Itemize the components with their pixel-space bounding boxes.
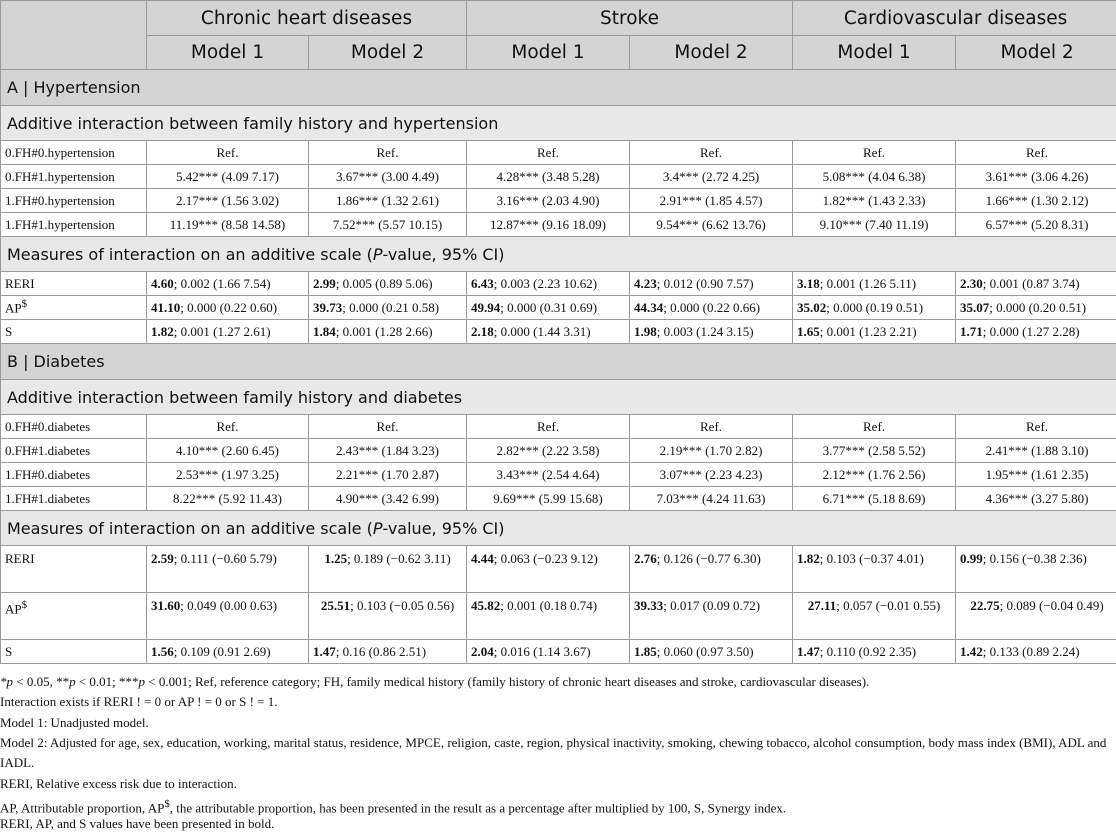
table-row (1, 189, 1116, 213)
row-label: 0.FH#0.hypertension (1, 141, 147, 165)
measure-cell: 22.75; 0.089 (−0.04 0.49) (956, 593, 1116, 640)
header-corner (1, 1, 147, 70)
header-group: Cardiovascular diseases (793, 1, 1116, 36)
measure-cell: 2.04; 0.016 (1.14 3.67) (467, 640, 630, 664)
measure-cell: 49.94; 0.000 (0.31 0.69) (467, 296, 630, 320)
row-label: AP$ (1, 296, 147, 320)
data-cell: 4.36*** (3.27 5.80) (956, 487, 1116, 511)
table-row (1, 213, 1116, 237)
footnote-ap: AP, Attributable proportion, AP$, the attributable proportion, has been presented in the result as a percentage after multiplied by 100, S, Synergy index. (0, 794, 1116, 814)
data-cell: 2.17*** (1.56 3.02) (147, 189, 309, 213)
footnote-model1: Model 1: Unadjusted model. (0, 713, 1116, 733)
measure-cell: 1.82; 0.001 (1.27 2.61) (147, 320, 309, 344)
table-body (1, 70, 1116, 664)
measure-cell: 1.98; 0.003 (1.24 3.15) (630, 320, 793, 344)
subsection-header (1, 380, 1116, 415)
measure-cell: 1.25; 0.189 (−0.62 3.11) (309, 546, 467, 593)
data-cell: Ref. (467, 141, 630, 165)
data-cell: 4.10*** (2.60 6.45) (147, 439, 309, 463)
measure-cell: 39.33; 0.017 (0.09 0.72) (630, 593, 793, 640)
measure-cell: 1.82; 0.103 (−0.37 4.01) (793, 546, 956, 593)
data-cell: 5.42*** (4.09 7.17) (147, 165, 309, 189)
data-cell: 11.19*** (8.58 14.58) (147, 213, 309, 237)
row-label: 0.FH#1.hypertension (1, 165, 147, 189)
measure-cell: 6.43; 0.003 (2.23 10.62) (467, 272, 630, 296)
data-cell: 4.28*** (3.48 5.28) (467, 165, 630, 189)
data-cell: 9.54*** (6.62 13.76) (630, 213, 793, 237)
data-cell: 7.03*** (4.24 11.63) (630, 487, 793, 511)
table-row (1, 463, 1116, 487)
row-label: 0.FH#1.diabetes (1, 439, 147, 463)
row-label: S (1, 640, 147, 664)
data-cell: 2.43*** (1.84 3.23) (309, 439, 467, 463)
data-cell: 1.82*** (1.43 2.33) (793, 189, 956, 213)
data-cell: Ref. (793, 415, 956, 439)
measure-cell: 1.47; 0.110 (0.92 2.35) (793, 640, 956, 664)
footnote-interaction: Interaction exists if RERI ! = 0 or AP ! = 0 or S ! = 1. (0, 692, 1116, 712)
table-row (1, 593, 1116, 640)
header-model: Model 2 (630, 36, 793, 70)
row-label: RERI (1, 546, 147, 593)
subsection-title: Measures of interaction on an additive scale (P-value, 95% CI) (1, 237, 1116, 272)
data-cell: 2.91*** (1.85 4.57) (630, 189, 793, 213)
row-label: 0.FH#0.diabetes (1, 415, 147, 439)
subsection-header (1, 511, 1116, 546)
data-cell: Ref. (467, 415, 630, 439)
data-cell: 2.21*** (1.70 2.87) (309, 463, 467, 487)
measure-cell: 1.85; 0.060 (0.97 3.50) (630, 640, 793, 664)
measure-cell: 2.59; 0.111 (−0.60 5.79) (147, 546, 309, 593)
measure-cell: 2.30; 0.001 (0.87 3.74) (956, 272, 1116, 296)
table-row (1, 546, 1116, 593)
measure-cell: 39.73; 0.000 (0.21 0.58) (309, 296, 467, 320)
header-model: Model 1 (147, 36, 309, 70)
measure-cell: 31.60; 0.049 (0.00 0.63) (147, 593, 309, 640)
table-row (1, 296, 1116, 320)
measure-cell: 25.51; 0.103 (−0.05 0.56) (309, 593, 467, 640)
measure-cell: 2.18; 0.000 (1.44 3.31) (467, 320, 630, 344)
data-cell: Ref. (793, 141, 956, 165)
data-cell: Ref. (630, 141, 793, 165)
row-label: 1.FH#0.diabetes (1, 463, 147, 487)
measure-cell: 4.44; 0.063 (−0.23 9.12) (467, 546, 630, 593)
measure-cell: 35.02; 0.000 (0.19 0.51) (793, 296, 956, 320)
header-group: Chronic heart diseases (147, 1, 467, 36)
header-group: Stroke (467, 1, 793, 36)
data-cell: 1.86*** (1.32 2.61) (309, 189, 467, 213)
section-header (1, 344, 1116, 380)
data-cell: Ref. (956, 141, 1116, 165)
data-cell: Ref. (309, 141, 467, 165)
subsection-header (1, 106, 1116, 141)
measure-cell: 4.23; 0.012 (0.90 7.57) (630, 272, 793, 296)
header-model: Model 1 (793, 36, 956, 70)
data-cell: 3.67*** (3.00 4.49) (309, 165, 467, 189)
data-cell: Ref. (147, 415, 309, 439)
row-label: 1.FH#0.hypertension (1, 189, 147, 213)
subsection-header (1, 237, 1116, 272)
data-cell: 1.66*** (1.30 2.12) (956, 189, 1116, 213)
data-cell: Ref. (309, 415, 467, 439)
table-row (1, 487, 1116, 511)
measure-cell: 1.42; 0.133 (0.89 2.24) (956, 640, 1116, 664)
measure-cell: 1.65; 0.001 (1.23 2.21) (793, 320, 956, 344)
row-label: RERI (1, 272, 147, 296)
footnote-model2: Model 2: Adjusted for age, sex, education, working, marital status, residence, MPCE, religion, caste, region, physical inactivity, smoking, chewing tobacco, alcohol consumption, body mass index (BMI), ADL and IADL. (0, 733, 1116, 773)
header-model: Model 1 (467, 36, 630, 70)
measure-cell: 2.76; 0.126 (−0.77 6.30) (630, 546, 793, 593)
table-row (1, 439, 1116, 463)
data-cell: 9.69*** (5.99 15.68) (467, 487, 630, 511)
data-cell: 2.53*** (1.97 3.25) (147, 463, 309, 487)
section-header (1, 70, 1116, 106)
measure-cell: 4.60; 0.002 (1.66 7.54) (147, 272, 309, 296)
data-cell: 12.87*** (9.16 18.09) (467, 213, 630, 237)
data-cell: 4.90*** (3.42 6.99) (309, 487, 467, 511)
measure-cell: 1.47; 0.16 (0.86 2.51) (309, 640, 467, 664)
table-row (1, 320, 1116, 344)
row-label: 1.FH#1.diabetes (1, 487, 147, 511)
row-label: AP$ (1, 593, 147, 640)
data-cell: 3.77*** (2.58 5.52) (793, 439, 956, 463)
measure-cell: 2.99; 0.005 (0.89 5.06) (309, 272, 467, 296)
footnote-bold: RERI, AP, and S values have been presented in bold. (0, 814, 1116, 834)
data-cell: 2.19*** (1.70 2.82) (630, 439, 793, 463)
subsection-title: Additive interaction between family history and diabetes (1, 380, 1116, 415)
data-cell: 2.82*** (2.22 3.58) (467, 439, 630, 463)
footnote-significance: *p < 0.05, **p < 0.01; ***p < 0.001; Ref, reference category; FH, family medical history (family history of chronic heart diseases and stroke, cardiovascular diseases). (0, 672, 1116, 692)
header-model: Model 2 (309, 36, 467, 70)
measure-cell: 1.84; 0.001 (1.28 2.66) (309, 320, 467, 344)
measure-cell: 0.99; 0.156 (−0.38 2.36) (956, 546, 1116, 593)
subsection-title: Additive interaction between family history and hypertension (1, 106, 1116, 141)
table-row (1, 141, 1116, 165)
measure-cell: 44.34; 0.000 (0.22 0.66) (630, 296, 793, 320)
table-row (1, 165, 1116, 189)
measure-cell: 45.82; 0.001 (0.18 0.74) (467, 593, 630, 640)
data-cell: 3.4*** (2.72 4.25) (630, 165, 793, 189)
measure-cell: 3.18; 0.001 (1.26 5.11) (793, 272, 956, 296)
data-cell: 3.61*** (3.06 4.26) (956, 165, 1116, 189)
table-row (1, 415, 1116, 439)
section-title: B | Diabetes (1, 344, 1116, 380)
data-cell: 5.08*** (4.04 6.38) (793, 165, 956, 189)
row-label: 1.FH#1.hypertension (1, 213, 147, 237)
data-cell: Ref. (630, 415, 793, 439)
data-cell: 2.12*** (1.76 2.56) (793, 463, 956, 487)
data-cell: 3.07*** (2.23 4.23) (630, 463, 793, 487)
subsection-title: Measures of interaction on an additive scale (P-value, 95% CI) (1, 511, 1116, 546)
data-cell: 3.43*** (2.54 4.64) (467, 463, 630, 487)
data-cell: 6.57*** (5.20 8.31) (956, 213, 1116, 237)
footnote-reri: RERI, Relative excess risk due to interaction. (0, 774, 1116, 794)
data-cell: 9.10*** (7.40 11.19) (793, 213, 956, 237)
measure-cell: 41.10; 0.000 (0.22 0.60) (147, 296, 309, 320)
section-title: A | Hypertension (1, 70, 1116, 106)
measure-cell: 1.56; 0.109 (0.91 2.69) (147, 640, 309, 664)
data-cell: Ref. (956, 415, 1116, 439)
data-cell: 6.71*** (5.18 8.69) (793, 487, 956, 511)
row-label: S (1, 320, 147, 344)
table-footnotes (0, 664, 1116, 835)
data-cell: Ref. (147, 141, 309, 165)
measure-cell: 35.07; 0.000 (0.20 0.51) (956, 296, 1116, 320)
data-cell: 7.52*** (5.57 10.15) (309, 213, 467, 237)
data-cell: 2.41*** (1.88 3.10) (956, 439, 1116, 463)
data-cell: 3.16*** (2.03 4.90) (467, 189, 630, 213)
measure-cell: 1.71; 0.000 (1.27 2.28) (956, 320, 1116, 344)
table-row (1, 272, 1116, 296)
data-cell: 1.95*** (1.61 2.35) (956, 463, 1116, 487)
data-cell: 8.22*** (5.92 11.43) (147, 487, 309, 511)
table-row (1, 640, 1116, 664)
header-model: Model 2 (956, 36, 1116, 70)
measure-cell: 27.11; 0.057 (−0.01 0.55) (793, 593, 956, 640)
